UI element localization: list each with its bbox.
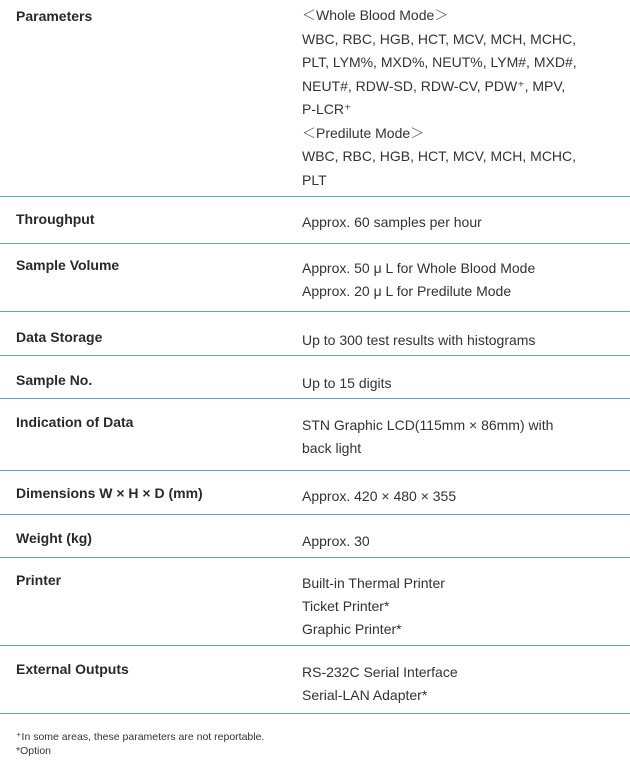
spec-label: Printer: [16, 572, 62, 588]
spec-row-weight: [0, 515, 630, 558]
spec-label: Parameters: [16, 8, 93, 24]
spec-value-line: PLT: [302, 171, 327, 188]
footnotes: [16, 730, 264, 758]
spec-value: [302, 4, 630, 196]
footnote-option: *Option: [16, 745, 52, 757]
spec-value-line: Approx. 60 samples per hour: [302, 214, 482, 230]
spec-value-line: Approx. 50 μ L for Whole Blood Mode: [302, 260, 536, 276]
spec-value-line: STN Graphic LCD(115mm × 86mm) with: [302, 417, 554, 433]
spec-value-line: P-LCR⁺: [302, 101, 352, 117]
spec-label: Weight (kg): [16, 530, 92, 546]
spec-label: Data Storage: [16, 329, 103, 345]
spec-value-line: Serial-LAN Adapter*: [302, 687, 428, 703]
spec-value-line: Approx. 420 × 480 × 355: [302, 488, 457, 504]
spec-value-line: PLT, LYM%, MXD%, NEUT%, LYM#, MXD#,: [302, 54, 577, 70]
spec-row-external-outputs: [0, 646, 630, 714]
spec-row-sample-no: [0, 356, 630, 399]
spec-value-line: Up to 300 test results with histograms: [302, 332, 536, 348]
spec-value-line: back light: [302, 440, 362, 456]
spec-value-line: Approx. 30: [302, 533, 370, 549]
spec-value-line: ＜Predilute Mode＞: [302, 124, 425, 141]
spec-row-dimensions: [0, 471, 630, 515]
spec-value: [302, 211, 630, 243]
spec-row-throughput: [0, 197, 630, 244]
spec-label: Dimensions W × H × D (mm): [16, 485, 203, 501]
spec-row-parameters: [0, 0, 630, 197]
spec-row-sample-volume: [0, 244, 630, 312]
spec-label: Indication of Data: [16, 414, 134, 430]
spec-label: Sample Volume: [16, 257, 120, 273]
spec-value: [302, 485, 630, 514]
spec-value: [302, 329, 630, 355]
spec-value-line: ＜Whole Blood Mode＞: [302, 7, 449, 23]
spec-label: Sample No.: [16, 372, 93, 388]
spec-value-line: NEUT#, RDW-SD, RDW-CV, PDW⁺, MPV,: [302, 77, 566, 94]
spec-value: [302, 414, 630, 470]
spec-label: External Outputs: [16, 661, 129, 677]
spec-row-printer: [0, 558, 630, 646]
spec-row-data-storage: [0, 312, 630, 356]
spec-value-line: Approx. 20 μ L for Predilute Mode: [302, 283, 512, 299]
spec-value-line: RS-232C Serial Interface: [302, 664, 458, 680]
footnote-not-reportable: ⁺In some areas, these parameters are not reportable.: [16, 731, 265, 743]
spec-value-line: Ticket Printer*: [302, 598, 390, 614]
spec-value-line: Built-in Thermal Printer: [302, 575, 445, 591]
spec-value-line: WBC, RBC, HGB, HCT, MCV, MCH, MCHC,: [302, 148, 577, 164]
spec-value-line: Up to 15 digits: [302, 375, 392, 391]
spec-value: [302, 530, 630, 557]
spec-value: [302, 572, 630, 645]
spec-value: [302, 661, 630, 713]
spec-value: [302, 372, 630, 398]
spec-value-line: Graphic Printer*: [302, 621, 402, 637]
spec-label: Throughput: [16, 211, 95, 227]
spec-value: [302, 257, 630, 311]
spec-value-line: WBC, RBC, HGB, HCT, MCV, MCH, MCHC,: [302, 30, 577, 47]
spec-row-indication-of-data: [0, 399, 630, 471]
